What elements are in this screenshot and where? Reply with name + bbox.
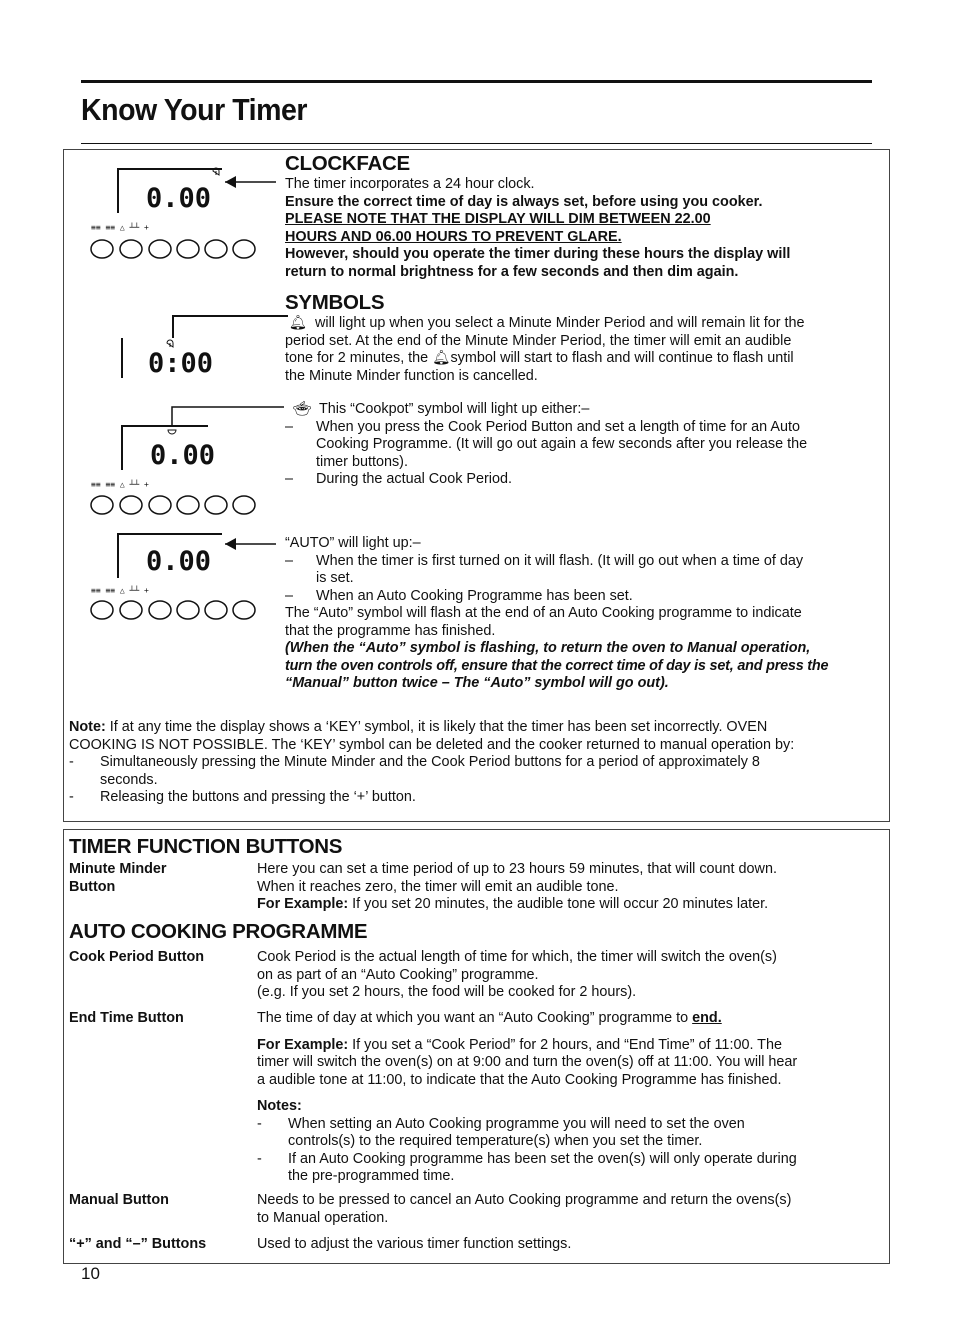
timer-functions-heading: TIMER FUNCTION BUTTONS — [69, 835, 343, 858]
bell-icon: 🔔︎ — [432, 350, 451, 366]
clockface-heading: CLOCKFACE — [285, 152, 410, 175]
symbols-heading: SYMBOLS — [285, 291, 385, 314]
bell-line: tone for 2 minutes, the 🔔︎symbol will start to flash and will continue to flash until — [285, 350, 794, 366]
button-labels: ≡≡ ≡≡ △ ┴┴ + — [91, 223, 149, 232]
note-line: Note: If at any time the display shows a ‘KEY’ symbol, it is likely that the timer has been set incorrectly. OVEN — [69, 719, 768, 735]
page-number: 10 — [81, 1264, 100, 1283]
clockface-line: The timer incorporates a 24 hour clock. — [285, 176, 535, 192]
auto-section — [285, 535, 895, 693]
button-labels: ≡≡ ≡≡ △ ┴┴ + — [91, 586, 149, 595]
clockface-line: Ensure the correct time of day is always set, before using you cooker. — [285, 193, 763, 210]
clockface-line: return to normal brightness for a few seconds and then dim again. — [285, 263, 739, 280]
cookpot-icon: 🍲︎ — [292, 401, 312, 417]
key-note — [69, 719, 884, 807]
auto-cooking-heading: AUTO COOKING PROGRAMME — [69, 920, 368, 943]
bell-display-figure — [118, 312, 293, 384]
note-line: COOKING IS NOT POSSIBLE. The ‘KEY’ symbol can be deleted and the cooker returned to manual operation by: — [69, 736, 795, 753]
display-time-alt: 0:00 — [148, 348, 214, 379]
cookpot-section — [285, 401, 890, 489]
bell-description: 🔔︎ will light up when you select a Minute Minder Period and will remain lit for the — [285, 315, 890, 333]
auto-item: – When an Auto Cooking Programme has been set. — [285, 587, 633, 604]
auto-intro: “AUTO” will light up:– — [285, 535, 421, 551]
display-time: 0.00 — [146, 183, 212, 214]
symbols-section — [285, 291, 890, 385]
auto-line: The “Auto” symbol will flash at the end of an Auto Cooking programme to indicate — [285, 605, 802, 621]
title-underline — [81, 143, 872, 144]
clockface-display-figure — [88, 165, 288, 265]
auto-line: that the programme has finished. — [285, 622, 496, 639]
bell-line: period set. At the end of the Minute Minder Period, the timer will emit an audible — [285, 332, 792, 349]
page-title: Know Your Timer — [81, 92, 308, 127]
bell-icon: 🔔︎ — [288, 315, 308, 331]
note-item: - Releasing the buttons and pressing the ‘+’ button. — [69, 789, 416, 805]
cookpot-item: – During the actual Cook Period. — [285, 471, 512, 487]
display-time: 0.00 — [146, 546, 212, 577]
clockface-line: However, should you operate the timer during these hours the display will — [285, 246, 791, 262]
bell-line: the Minute Minder function is cancelled. — [285, 367, 538, 384]
auto-warning: (When the “Auto” symbol is flashing, to return the oven to Manual operation, — [285, 640, 811, 656]
cookpot-item: – When you press the Cook Period Button and set a length of time for an Auto Cooking Programme. (It will go out again a few seconds after you release the timer buttons). — [285, 418, 808, 470]
button-labels: ≡≡ ≡≡ △ ┴┴ + — [91, 480, 149, 489]
auto-display-figure — [88, 530, 288, 630]
cookpot-display-figure — [88, 404, 288, 520]
display-time: 0.00 — [150, 440, 216, 471]
auto-item: – When the timer is first turned on it will flash. (It will go out when a time of day is set. — [285, 552, 804, 586]
clockface-line: PLEASE NOTE THAT THE DISPLAY WILL DIM BETWEEN 22.00 — [285, 211, 711, 227]
auto-warning: “Manual” button twice – The “Auto” symbol will go out). — [285, 675, 669, 691]
note-item: - Simultaneously pressing the Minute Minder and the Cook Period buttons for a period of approximately 8 seconds. — [69, 754, 760, 788]
clockface-line: HOURS AND 06.00 HOURS TO PREVENT GLARE. — [285, 228, 622, 245]
top-rule — [81, 80, 872, 83]
clockface-section — [285, 152, 885, 281]
auto-warning: turn the oven controls off, ensure that the correct time of day is set, and press the — [285, 657, 829, 674]
cookpot-intro: 🍲︎ This “Cookpot” symbol will light up either:– — [285, 401, 890, 419]
